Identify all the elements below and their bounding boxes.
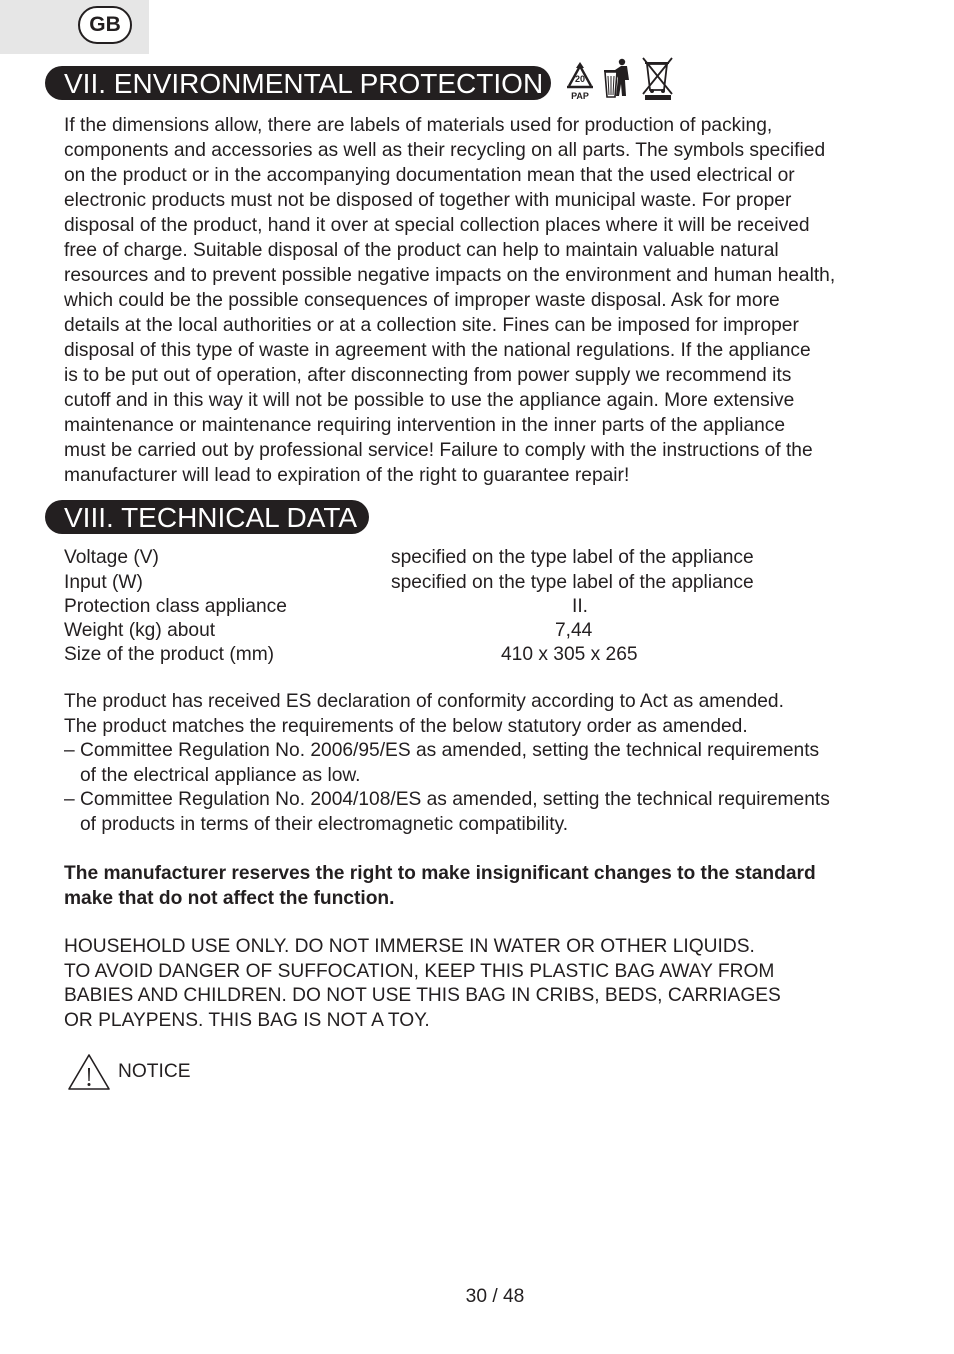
env-text-line: resources and to prevent possible negative impacts on the environment and human health,: [64, 265, 836, 286]
recycle-code: PAP: [571, 91, 589, 101]
tech-value: specified on the type label of the appliance: [391, 547, 754, 568]
recycle-number: 20: [574, 74, 586, 84]
tech-label: Size of the product (mm): [64, 644, 275, 665]
conformity-text: [64, 690, 904, 739]
env-text-line: disposal of the product, hand it over at special collection places where it will be received: [64, 215, 810, 236]
language-badge: GB: [78, 6, 132, 44]
env-text-line: cutoff and in this way it will not be possible to use the appliance again. More extensive: [64, 390, 795, 411]
warning-line: HOUSEHOLD USE ONLY. DO NOT IMMERSE IN WATER OR OTHER LIQUIDS.: [64, 936, 755, 957]
warning-triangle-icon: [67, 1053, 111, 1091]
safety-warning: [64, 935, 904, 1033]
env-text-line: is to be put out of operation, after disconnecting from power supply we recommend its: [64, 365, 792, 386]
env-text-line: electronic products must not be disposed of together with municipal waste. For proper: [64, 190, 792, 211]
manufacturer-note: [64, 862, 904, 911]
conformity-line: The product has received ES declaration of conformity according to Act as amended.: [64, 691, 784, 712]
env-text-line: If the dimensions allow, there are labels of materials used for production of packing,: [64, 115, 773, 136]
regulation-line: Committee Regulation No. 2006/95/ES as amended, setting the technical requirements: [80, 740, 820, 761]
conformity-line: The product matches the requirements of the below statutory order as amended.: [64, 715, 748, 737]
manufacturer-note-line: make that do not affect the function.: [64, 887, 395, 909]
tech-row-protection-class: [64, 595, 904, 619]
tech-value: 410 x 305 x 265: [501, 644, 638, 665]
tech-label: Weight (kg) about: [64, 620, 216, 641]
regulation-item: [64, 788, 904, 837]
language-tab: [0, 0, 149, 54]
env-text-line: components and accessories as well as their recycling on all parts. The symbols specified: [64, 140, 826, 161]
env-text-line: on the product or in the accompanying documentation mean that the used electrical or: [64, 165, 795, 186]
crossed-out-bin-icon: [643, 58, 672, 100]
section-heading-environmental-protection: VII. ENVIRONMENTAL PROTECTION: [45, 66, 551, 100]
warning-line: OR PLAYPENS. THIS BAG IS NOT A TOY.: [64, 1009, 430, 1031]
tech-label: Voltage (V): [64, 547, 159, 568]
regulation-item: [64, 739, 904, 788]
env-text-line: details at the local authorities or at a collection site. Fines can be imposed for improper: [64, 315, 799, 336]
manufacturer-note-line: The manufacturer reserves the right to make insignificant changes to the standard: [64, 863, 816, 884]
env-text-line: manufacturer will lead to expiration of the right to guarantee repair!: [64, 465, 630, 486]
page-number: 30 / 48: [465, 1286, 525, 1307]
tech-row-size: [64, 643, 904, 667]
tech-label: Protection class appliance: [64, 596, 287, 617]
warning-line: BABIES AND CHILDREN. DO NOT USE THIS BAG IN CRIBS, BEDS, CARRIAGES: [64, 985, 781, 1006]
tidyman-bin-icon: [604, 59, 629, 97]
regulation-line: of products in terms of their electromagnetic compatibility.: [80, 813, 569, 835]
env-text-line: disposal of this type of waste in agreement with the national regulations. If the appliance: [64, 340, 811, 361]
tech-row-weight: [64, 619, 904, 643]
disposal-symbols: [563, 56, 675, 102]
env-text-line: must be carried out by professional service! Failure to comply with the instructions of the: [64, 440, 813, 461]
env-text-line: which could be the possible consequences of improper waste disposal. Ask for more: [64, 290, 780, 311]
tech-row-input: [64, 571, 904, 595]
recycle-pap-icon: [567, 62, 593, 101]
section-heading-technical-data: VIII. TECHNICAL DATA: [45, 500, 369, 534]
list-dash: –: [64, 789, 75, 810]
tech-value: II.: [572, 596, 588, 617]
tech-value: specified on the type label of the appliance: [391, 572, 754, 593]
notice-label: NOTICE: [118, 1061, 191, 1082]
disposal-symbols-graphic: [563, 56, 675, 102]
tech-label: Input (W): [64, 572, 143, 593]
tech-value: 7,44: [555, 620, 593, 641]
regulation-line: of the electrical appliance as low.: [80, 764, 361, 786]
regulation-line: Committee Regulation No. 2004/108/ES as amended, setting the technical requirements: [80, 789, 830, 810]
env-text-line: maintenance or maintenance requiring intervention in the inner parts of the appliance: [64, 415, 786, 436]
warning-line: TO AVOID DANGER OF SUFFOCATION, KEEP THIS PLASTIC BAG AWAY FROM: [64, 960, 775, 982]
tech-row-voltage: [64, 546, 904, 570]
env-text-line: free of charge. Suitable disposal of the product can help to maintain valuable natural: [64, 240, 779, 261]
environmental-protection-text: [64, 113, 894, 488]
list-dash: –: [64, 740, 75, 761]
